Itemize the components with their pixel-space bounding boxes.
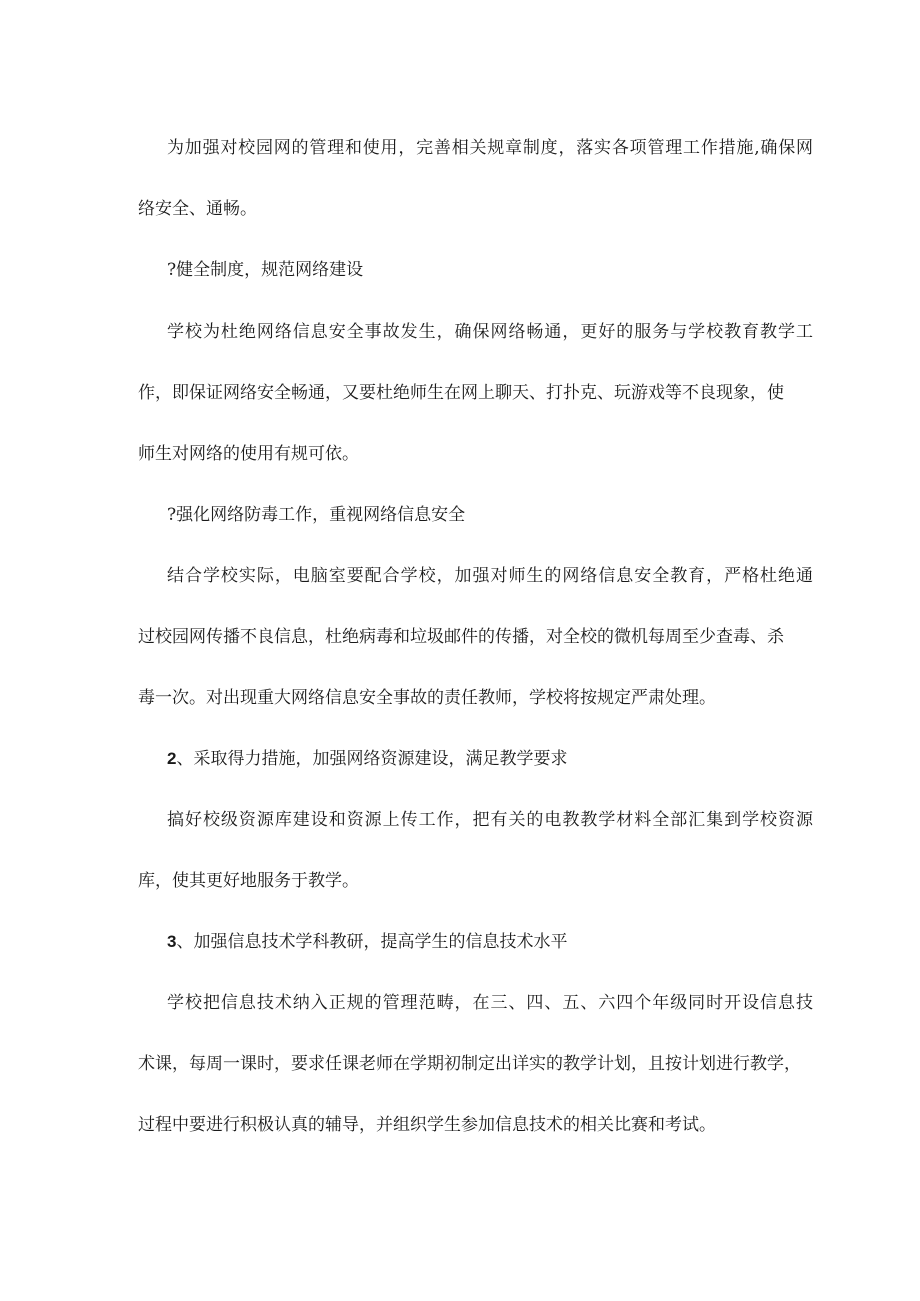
section-heading-2: ?强化网络防毒工作，重视网络信息安全 <box>167 505 466 525</box>
section-number: 3 <box>167 932 177 951</box>
paragraph-4-line-1: 搞好校级资源库建设和资源上传工作，把有关的电教教学材料全部汇集到学校资源 <box>167 810 813 830</box>
section-heading-1: ?健全制度，规范网络建设 <box>167 260 364 280</box>
section-number: 2 <box>167 749 177 768</box>
paragraph-1-line-2: 络安全、通畅。 <box>138 199 257 219</box>
section-heading-text: 、加强信息技术学科教研，提高学生的信息技术水平 <box>176 932 568 952</box>
paragraph-3-line-2: 过校园网传播不良信息，杜绝病毒和垃圾邮件的传播，对全校的微机每周至少查毒、杀 <box>138 627 784 647</box>
paragraph-3-line-3: 毒一次。对出现重大网络信息安全事故的责任教师，学校将按规定严肃处理。 <box>138 688 716 708</box>
paragraph-2-line-1: 学校为杜绝网络信息安全事故发生，确保网络畅通，更好的服务与学校教育教学工 <box>167 322 813 342</box>
section-heading-3 <box>167 748 813 770</box>
paragraph-3-line-1: 结合学校实际，电脑室要配合学校，加强对师生的网络信息安全教育，严格杜绝通 <box>167 566 813 586</box>
paragraph-5-line-2: 术课，每周一课时，要求任课老师在学期初制定出详实的教学计划，且按计划进行教学， <box>138 1054 801 1074</box>
paragraph-4-line-2: 库，使其更好地服务于教学。 <box>138 871 359 891</box>
paragraph-1-line-1: 为加强对校园网的管理和使用，完善相关规章制度，落实各项管理工作措施,确保网 <box>167 138 813 158</box>
section-heading-text: 、采取得力措施，加强网络资源建设，满足教学要求 <box>176 749 568 769</box>
section-heading-4 <box>167 931 813 953</box>
paragraph-2-line-2: 作，即保证网络安全畅通，又要杜绝师生在网上聊天、打扑克、玩游戏等不良现象，使 <box>138 383 784 403</box>
paragraph-5-line-1: 学校把信息技术纳入正规的管理范畴，在三、四、五、六四个年级同时开设信息技 <box>167 993 813 1013</box>
paragraph-2-line-3: 师生对网络的使用有规可依。 <box>138 444 359 464</box>
paragraph-5-line-3: 过程中要进行积极认真的辅导，并组织学生参加信息技术的相关比赛和考试。 <box>138 1115 716 1135</box>
